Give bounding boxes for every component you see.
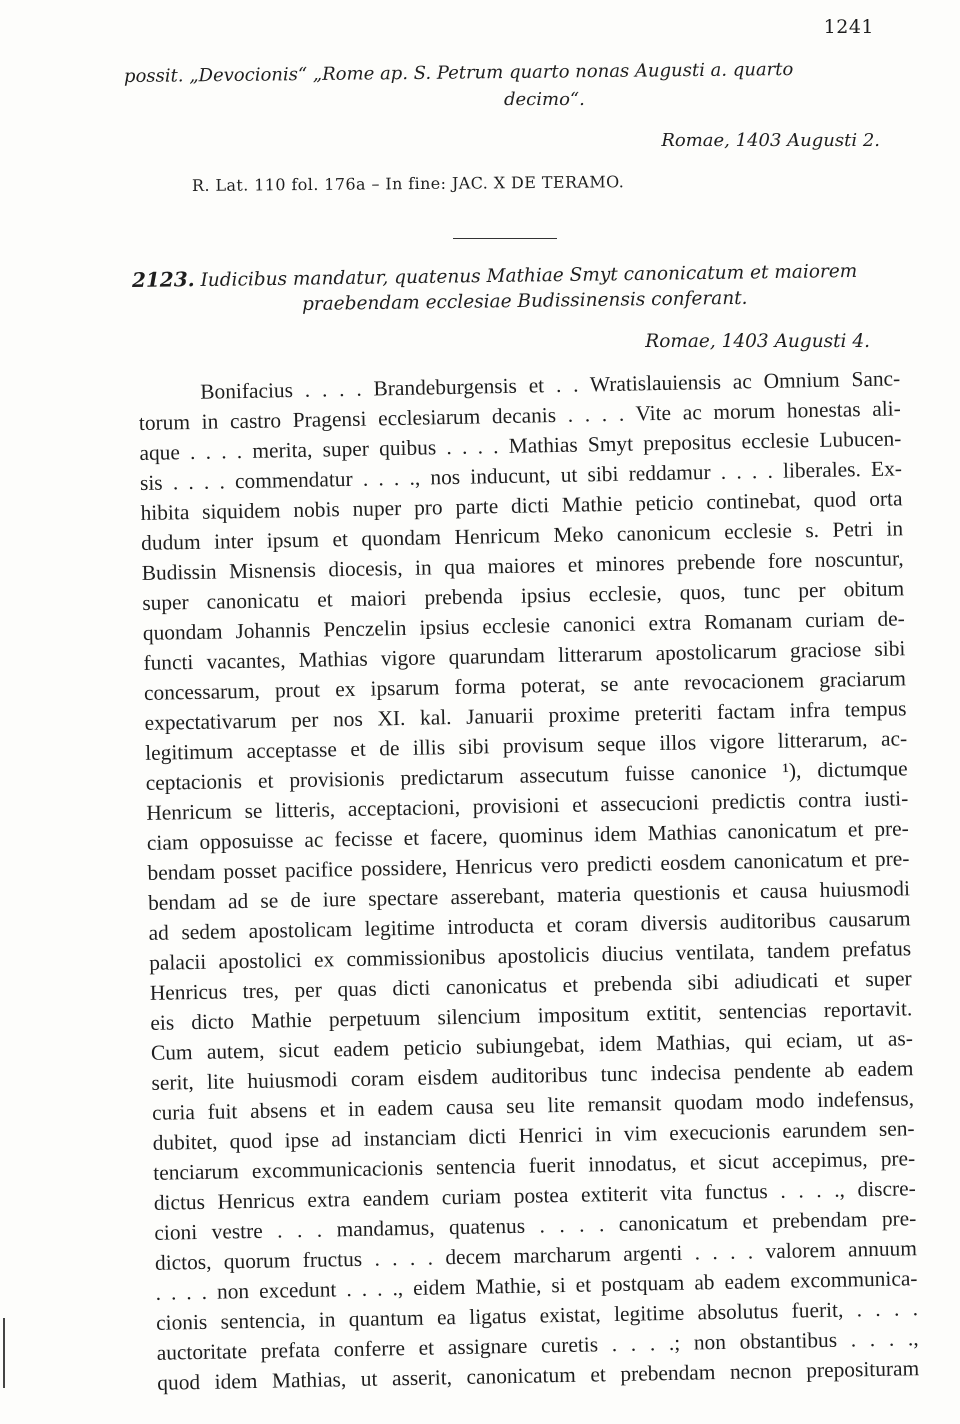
body-line: concessarum, prout ex ipsarum forma poterat, se ante revocacionem graciarum [143,666,907,705]
body-line: Bonifacius . . . . Brandeburgensis et . . Wratislauiensis ac Omnium Sanc- [200,366,901,404]
body-line: dictos, quorum fructus . . . . decem marcharum argenti . . . . valorem annuum [154,1236,918,1275]
body-line: palacii apostolici ex commissionibus apostolicis diucius ventilata, tandem prefatus [149,936,912,975]
body-line: Henricus tres, per quas dicti canonicatus et prebenda sibi adiudicati et super [149,966,912,1005]
document-body [138,363,919,1397]
body-line: sis . . . . commendatur . . . ., nos inducunt, ut sibi reddamur . . . . liberales. Ex- [139,456,903,495]
body-line: cionis sentencia, in quantum ea ligatus existat, legitime absolutus fuerit, . . . . [155,1296,919,1335]
body-line: curia fuit absens et in eadem causa seu lite remansit quodam modo indefensus, [151,1086,915,1125]
scan-edge-mark [3,1318,5,1388]
section-divider [453,238,557,239]
body-line: dubitet, quod ipse ad instanciam dicti Henrici in vim execucionis earundem sen- [152,1116,915,1155]
body-line: eis dicto Mathie perpetuum silencium impositum extitit, sentencias reportavit. [150,996,913,1035]
body-line: . . . . non excedunt . . . ., eidem Mathie, si et postquam ab eadem excommunica- [155,1266,918,1305]
body-line: tenciarum excommunicacionis sentencia fuerit innodatus, et sicut accepimus, pre- [153,1146,916,1185]
previous-entry-end [123,58,880,151]
body-line: hibita siquidem nobis nuper pro parte dicti Mathie peticio continebat, quod orta [140,486,903,525]
previous-entry-date: Romae, 1403 Augusti 2. [661,130,880,151]
body-line: super canonicatu et maiori prebenda ipsius ecclesie, quos, tunc per obitum [142,576,905,615]
entry-date: Romae, 1403 Augusti 4. [645,331,870,352]
body-line: serit, lite huiusmodi coram eisdem auditoribus tunc indecisa pendente ab eadem [151,1056,914,1095]
body-line: ciam opposuisse ac fecisse et facere, quominus idem Mathias canonicatum et pre- [146,816,910,855]
body-line: dictus Henricus extra eandem curiam postea extiterit vita functus . . . ., discre- [153,1176,916,1215]
previous-entry-line: possit. „Devocionis“ „Rome ap. S. Petrum quarto nonas Augusti a. quarto [123,58,794,87]
body-line: Cum autem, sicut eadem peticio subiungebat, idem Mathias, qui eciam, ut as- [150,1026,914,1065]
body-line: torum in castro Pragensi ecclesiarum decanis . . . . Vite ac morum honestas ali- [138,396,901,435]
body-line: bendam posset pacifice possidere, Henricus vero predicti eosdem canonicatum et pre- [147,846,910,885]
entry-heading-text: praebendam ecclesiae Budissinensis conferant. [301,287,748,315]
page-number: 1241 [823,16,874,38]
body-line: bendam ad se de iure spectare asserebant, materia questionis et causa huiusmodi [147,876,911,915]
previous-entry-line: decimo“. [504,89,585,110]
body-line: quod idem Mathias, ut asserit, canonicatum et prebendam necnon preposituram [157,1356,920,1395]
body-line: ad sedem apostolicam legitime introducta et coram diversis auditoribus causarum [148,906,911,945]
body-line: functi vacantes, Mathias vigore quarundam litterarum apostolicarum graciose sibi [143,636,906,675]
entry-number: 2123. [131,267,195,292]
body-line: aque . . . . merita, super quibus . . . . Mathias Smyt prepositus ecclesie Lubucen- [139,426,902,465]
body-line: legitimum acceptasse et de illis sibi provisum seque illos vigore litterarum, ac- [144,726,908,765]
body-line: quondam Johannis Penczelin ipsius ecclesie canonici extra Romanam curiam de- [142,606,905,645]
body-line: ceptacionis et provisionis predictarum assecutum fuisse canonice ¹), dictumque [145,756,908,795]
body-line: auctoritate prefata conferre et assignare curetis . . . .; non obstantibus . . . ., [156,1326,919,1365]
entry-header [131,260,892,352]
body-line: Budissin Misnensis diocesis, in qua maiores et minores prebende fore noscuntur, [141,546,904,585]
source-note: R. Lat. 110 fol. 176a – In fine: JAC. X DE TERAMO. [191,172,625,195]
body-line: cioni vestre . . . mandamus, quatenus . . . . canonicatum et prebendam pre- [154,1206,917,1245]
entry-heading-text: Iudicibus mandatur, quatenus Mathiae Smyt canonicatum et maiorem [200,260,858,292]
body-line: expectativarum per nos XI. kal. Januarii proxime preteriti factam infra tempus [144,696,907,735]
body-line: Henricum se litteris, acceptacioni, provisioni et assecucioni predictis contra iusti- [146,786,909,825]
body-line: dudum inter ipsum et quondam Henricum Meko canonicum ecclesie s. Petri in [140,516,904,555]
